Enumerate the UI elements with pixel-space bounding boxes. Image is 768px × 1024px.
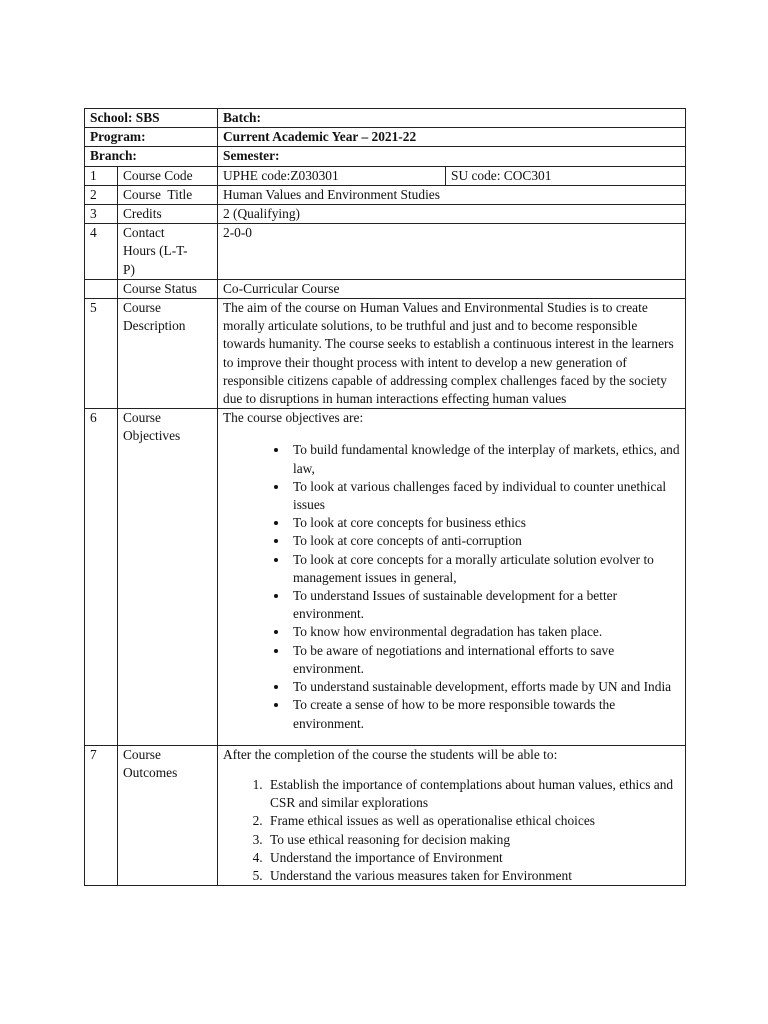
list-item: • To look at various challenges faced by individual to counter unethical issues	[289, 478, 680, 514]
objectives-intro: The course objectives are:	[223, 410, 364, 426]
objectives-list	[223, 441, 680, 732]
row-number: 1	[85, 166, 118, 185]
table-row	[85, 166, 686, 185]
syllabus-table	[84, 108, 686, 886]
row-label: Course Outcomes	[118, 745, 218, 885]
row-number: 6	[85, 409, 118, 745]
course-title-value: Human Values and Environment Studies	[218, 185, 686, 204]
academic-year-cell: Current Academic Year – 2021-22	[218, 128, 686, 147]
credits-value: 2 (Qualifying)	[218, 205, 686, 224]
list-item: 3. To use ethical reasoning for decision making	[266, 831, 680, 849]
list-item: • To understand sustainable development, efforts made by UN and India	[289, 678, 680, 696]
table-row	[85, 205, 686, 224]
course-description-text: The aim of the course on Human Values and Environmental Studies is to create morally articulate solutions, to be truthful and just and to become responsible towards humanity. The course seeks to establish a continuous interest in the learners to improve their thought process with intent to develop a new generation of responsible citizens capable of addressing complex challenges faced by the society due to disruptions in human interactions effecting human values	[218, 299, 686, 409]
list-item: • To look at core concepts of anti-corruption	[289, 532, 680, 550]
row-label: Credits	[118, 205, 218, 224]
list-item: • To look at core concepts for business ethics	[289, 514, 680, 532]
course-status-value: Co-Curricular Course	[218, 279, 686, 298]
list-item: 2. Frame ethical issues as well as operationalise ethical choices	[266, 812, 680, 830]
list-item: 4. Understand the importance of Environment	[266, 849, 680, 867]
semester-cell: Semester:	[218, 147, 686, 166]
outcomes-list	[223, 776, 680, 885]
row-number: 4	[85, 224, 118, 280]
list-item: • To understand Issues of sustainable development for a better environment.	[289, 587, 680, 623]
batch-cell: Batch:	[218, 109, 686, 128]
table-row	[85, 409, 686, 745]
table-row	[85, 185, 686, 204]
outcomes-intro: After the completion of the course the students will be able to:	[223, 746, 558, 762]
row-label: Course Description	[118, 299, 218, 409]
list-item: 5. Understand the various measures taken for Environment	[266, 867, 680, 885]
course-outcomes-cell	[218, 745, 686, 885]
list-item: • To know how environmental degradation has taken place.	[289, 623, 680, 641]
row-number: 3	[85, 205, 118, 224]
row-label: Contact Hours (L-T-P)	[118, 224, 218, 280]
header-row-program	[85, 128, 686, 147]
row-label: Course Objectives	[118, 409, 218, 745]
list-item: • To build fundamental knowledge of the interplay of markets, ethics, and law,	[289, 441, 680, 477]
uphe-code: UPHE code:Z030301	[218, 166, 446, 185]
table-row	[85, 279, 686, 298]
table-row	[85, 299, 686, 409]
table-row	[85, 224, 686, 280]
contact-hours-value: 2-0-0	[218, 224, 686, 280]
list-item: • To look at core concepts for a morally articulate solution evolver to management issues in general,	[289, 551, 680, 587]
course-objectives-cell	[218, 409, 686, 745]
header-row-branch	[85, 147, 686, 166]
row-number: 7	[85, 745, 118, 885]
list-item: 1. Establish the importance of contemplations about human values, ethics and CSR and similar explorations	[266, 776, 680, 812]
row-label: Course Status	[118, 279, 218, 298]
su-code: SU code: COC301	[446, 166, 686, 185]
list-item: • To be aware of negotiations and international efforts to save environment.	[289, 642, 680, 678]
program-cell: Program:	[85, 128, 218, 147]
row-label: Course Title	[118, 185, 218, 204]
row-label: Course Code	[118, 166, 218, 185]
row-number: 2	[85, 185, 118, 204]
list-item: • To create a sense of how to be more responsible towards the environment.	[289, 696, 680, 732]
table-row	[85, 745, 686, 885]
school-cell: School: SBS	[85, 109, 218, 128]
header-row-school	[85, 109, 686, 128]
branch-cell: Branch:	[85, 147, 218, 166]
row-number	[85, 279, 118, 298]
row-number: 5	[85, 299, 118, 409]
